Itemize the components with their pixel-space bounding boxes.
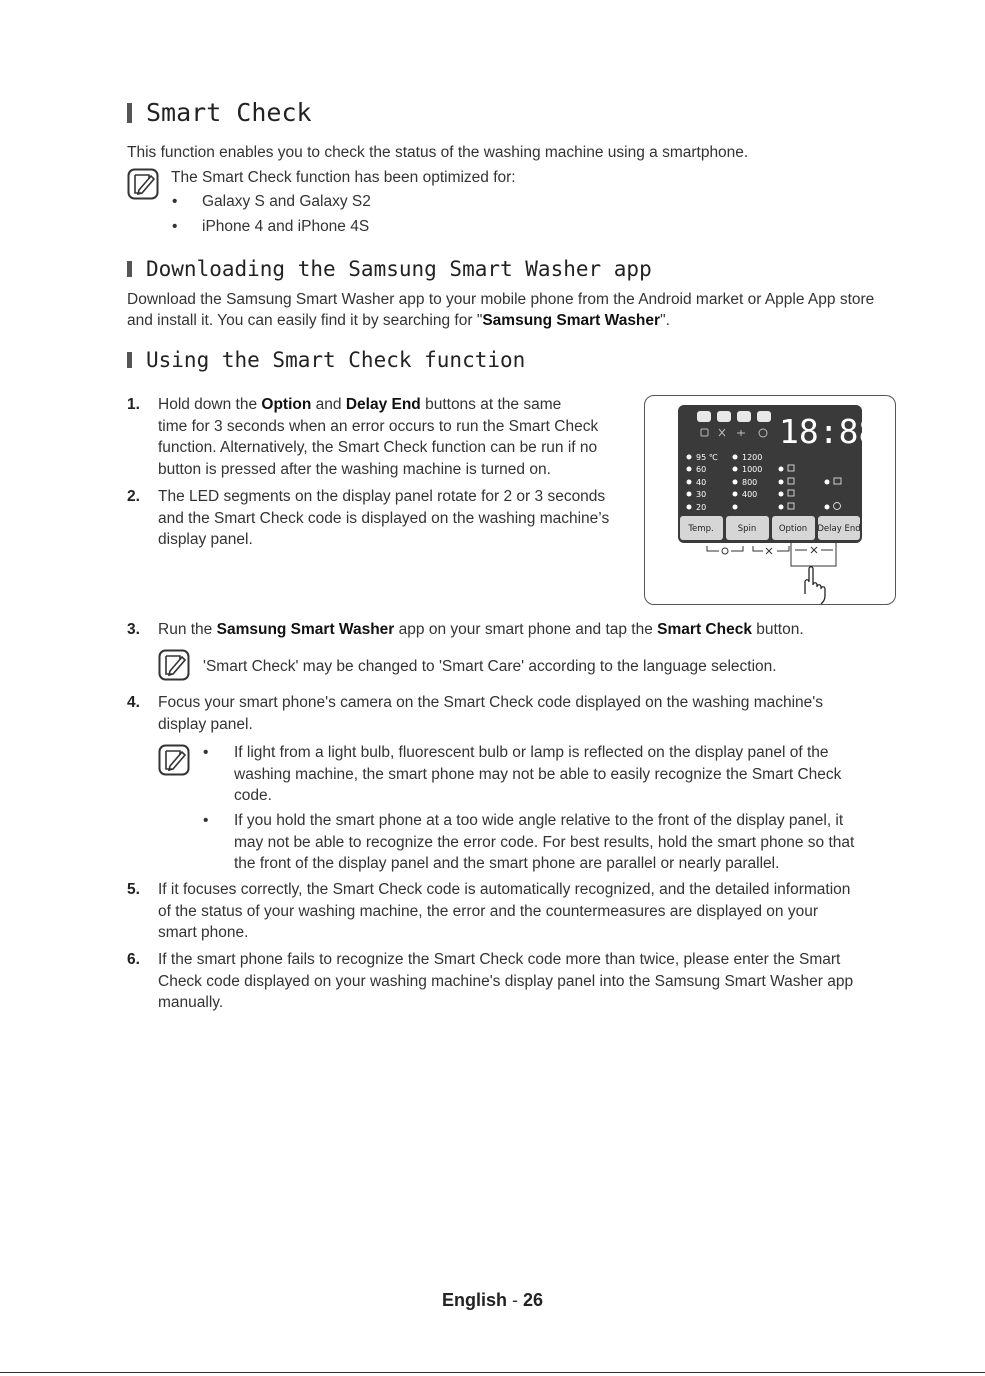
pointing-finger-icon xyxy=(805,567,825,604)
section-title-downloading: Downloading the Samsung Smart Washer app xyxy=(127,257,652,281)
svg-text:30: 30 xyxy=(696,490,707,499)
temp-button-label: Temp. xyxy=(688,524,714,534)
section-title-smart-check: Smart Check xyxy=(127,98,312,127)
note-icon xyxy=(158,744,190,776)
page-footer: English - 26 xyxy=(441,1290,544,1310)
option-button-label: Option xyxy=(778,524,808,534)
intro-text: This function enables you to check the status of the washing machine using a smartphone. xyxy=(127,144,749,161)
title-bar xyxy=(127,261,132,277)
svg-text:800: 800 xyxy=(742,478,758,487)
delay-end-button-label: Delay End xyxy=(817,524,861,534)
section-title-using: Using the Smart Check function xyxy=(127,348,525,372)
svg-text:20: 20 xyxy=(696,503,707,512)
download-text-line1: Download the Samsung Smart Washer app to your mobile phone from the Android market or Apple App store xyxy=(127,291,875,308)
svg-text:95 ℃: 95 ℃ xyxy=(696,453,718,462)
bottom-rule xyxy=(0,1372,985,1373)
note-smart-care: 'Smart Check' may be changed to 'Smart Care' according to the language selection. xyxy=(203,658,777,675)
svg-text:40: 40 xyxy=(696,478,707,487)
svg-text:400: 400 xyxy=(742,490,758,499)
note-icon xyxy=(127,168,159,200)
note-optimized: The Smart Check function has been optimized for: xyxy=(171,169,516,186)
title-bar xyxy=(127,352,132,368)
led-display: 18:88 xyxy=(779,412,879,451)
control-panel-svg xyxy=(645,396,895,604)
spin-button-label: Spin xyxy=(737,524,757,534)
svg-text:1000: 1000 xyxy=(742,465,763,474)
svg-text:1200: 1200 xyxy=(742,453,763,462)
title-bar xyxy=(127,103,132,123)
svg-text:60: 60 xyxy=(696,465,707,474)
note-icon xyxy=(158,649,190,681)
control-panel-illustration xyxy=(644,395,896,605)
download-text-line2: and install it. You can easily find it by searching for "Samsung Smart Washer". xyxy=(127,312,670,329)
